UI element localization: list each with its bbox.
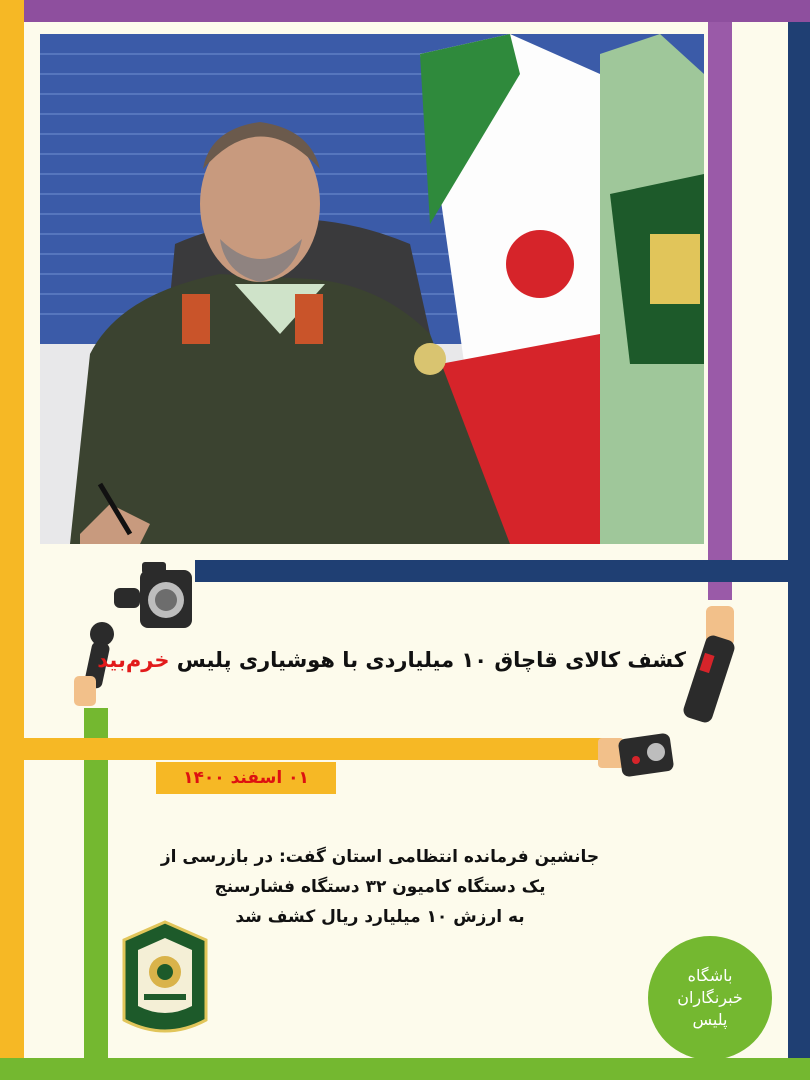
camera-icon — [114, 560, 194, 632]
frame-bar-navy — [195, 560, 788, 582]
club-badge-line-2: خبرنگاران — [677, 988, 743, 1007]
club-badge — [648, 936, 772, 1060]
body-line-1: جانشین فرمانده انتظامی استان گفت: در بازرسی از — [160, 847, 600, 867]
club-badge-line-1: باشگاه — [687, 966, 733, 985]
club-badge-line-3: پلیس — [692, 1010, 728, 1029]
frame-bar-left — [0, 0, 24, 1080]
officer-photo — [40, 34, 704, 544]
handheld-camera-icon — [598, 730, 678, 780]
frame-bar-bottom — [0, 1058, 810, 1080]
date-text: ۰۱ اسفند ۱۴۰۰ — [183, 768, 309, 788]
news-body — [120, 842, 640, 932]
headline-main: کشف کالای قاچاق ۱۰ میلیاردی با هوشیاری پلیس — [169, 648, 686, 672]
headline-city: خرم‌بید — [97, 648, 170, 672]
news-headline — [40, 648, 686, 672]
body-line-2: یک دستگاه کامیون ۳۲ دستگاه فشارسنج — [214, 877, 546, 897]
frame-bar-top — [0, 0, 810, 22]
police-emblem-icon — [122, 920, 208, 1040]
frame-bar-green — [84, 708, 108, 1060]
frame-bar-right — [788, 22, 810, 1080]
frame-bar-purple — [708, 22, 732, 600]
recorder-icon — [676, 606, 746, 726]
date-label — [156, 762, 336, 794]
frame-bar-yellow — [24, 738, 608, 760]
body-line-3: به ارزش ۱۰ میلیارد ریال کشف شد — [235, 907, 525, 927]
